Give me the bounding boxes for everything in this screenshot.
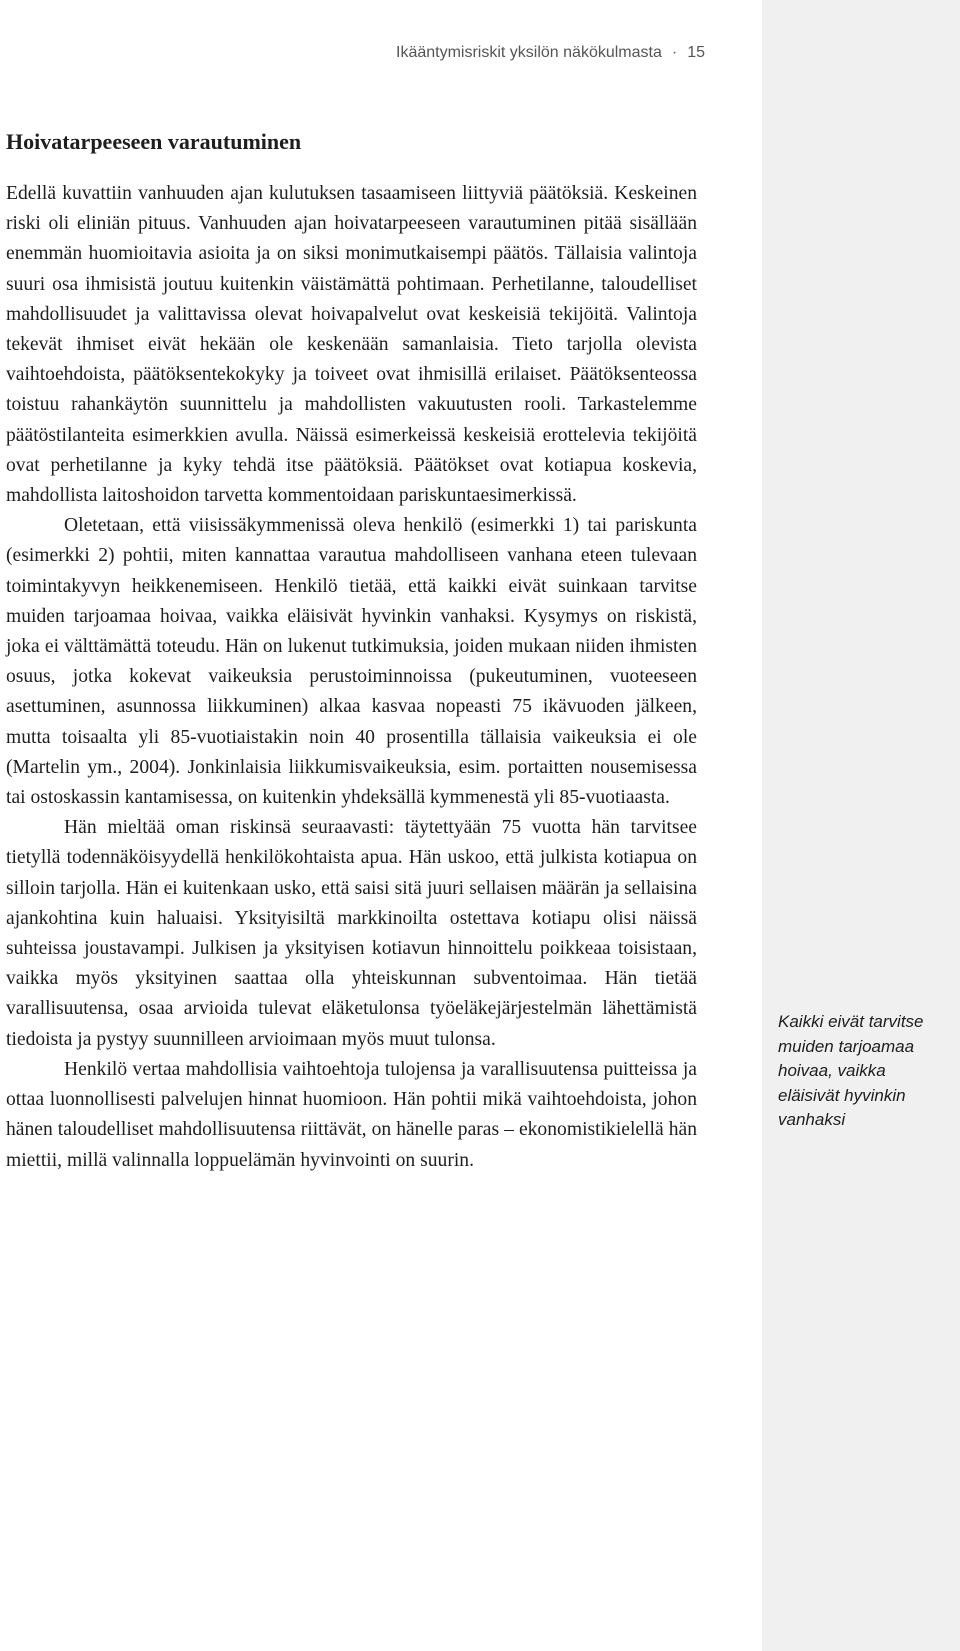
running-head-separator: · (671, 44, 678, 61)
paragraph-1: Edellä kuvattiin vanhuuden ajan kulutuksen tasaamiseen liittyviä päätöksiä. Keskeinen riski oli eliniän pituus. Vanhuuden ajan hoivatarpeeseen varautuminen pitää sisällään enemmän huomioitavia asioita ja on siksi monimutkaisempi päätös. Tällaisia valintoja suuri osa ihmisistä joutuu kuitenkin väistämättä pohtimaan. Perhetilanne, taloudelliset mahdollisuudet ja valittavissa olevat hoivapalvelut ovat keskeisiä tekijöitä. Valintoja tekevät ihmiset eivät hekään ole keskenään samanlaisia. Tieto tarjolla olevista vaihtoehdoista, päätöksentekokyky ja toiveet ovat ihmisillä erilaiset. Päätöksenteossa toistuu rahankäytön suunnittelu ja mahdollisten vakuutusten rooli. Tarkastelemme päätöstilanteita esimerkkien avulla. Näissä esimerkeissä keskeisiä erottelevia tekijöitä ovat perhetilanne ja kyky tehdä itse päätöksiä. Päätökset ovat kotiapua koskevia, mahdollista laitoshoidon tarvetta kommentoidaan pariskuntaesimerkissä. (6, 183, 697, 507)
margin-note: Kaikki eivät tarvitse muiden tarjoamaa hoivaa, vaikka eläisivät hyvinkin vanhaksi (778, 1012, 924, 1129)
paragraph-3: Hän mieltää oman riskinsä seuraavasti: täytettyään 75 vuotta hän tarvitsee tietyllä todennäköisyydellä henkilökohtaista apua. Hän uskoo, että julkista kotiapua on silloin tarjolla. Hän ei kuitenkaan usko, että saisi sitä juuri sellaisen määrän ja sellaisina ajankohtina kuin haluaisi. Yksityisiltä markkinoilta ostettava kotiapu olisi näissä suhteissa joustavampi. Julkisen ja yksityisen kotiavun hinnoittelu poikkeaa toisistaan, vaikka myös yksityinen saattaa olla yhteiskunnan subventoimaa. Hän tietää varallisuutensa, osaa arvioida tulevat eläketulonsa työeläkejärjestelmän lähettämistä tiedoista ja pystyy suunnilleen arvioimaan myös muut tulonsa. (6, 817, 697, 1050)
running-head-title: Ikääntymisriskit yksilön näkökulmasta (396, 44, 662, 61)
section-heading: Hoivatarpeeseen varautuminen (6, 129, 302, 154)
paragraph-4: Henkilö vertaa mahdollisia vaihtoehtoja tulojensa ja varallisuutensa puitteissa ja ottaa luonnollisesti palvelujen hinnat huomioon. Hän pohtii mikä vaihtoehdoista, johon hänen taloudelliset mahdollisuutensa riittävät, on hänelle paras – ekonomistikielellä hän miettii, millä valinnalla loppuelämän hyvinvointi on suurin. (6, 1058, 697, 1171)
paragraph-2: Oletetaan, että viisissäkymmenissä oleva henkilö (esimerkki 1) tai pariskunta (esimerkki 2) pohtii, miten kannattaa varautua mahdolliseen vanhana eteen tulevaan toimintakyvyn heikkenemiseen. Henkilö tietää, että kaikki eivät suinkaan tarvitse muiden tarjoamaa hoivaa, vaikka eläisivät hyvinkin vanhaksi. Kysymys on riskistä, joka ei välttämättä toteudu. Hän on lukenut tutkimuksia, joiden mukaan niiden ihmisten osuus, jotka kokevat vaikeuksia perustoiminnoissa (pukeutuminen, vuoteeseen asettuminen, asunnossa liikkuminen) alkaa kasvaa nopeasti 75 ikävuoden jälkeen, mutta toisaalta yli 85-vuotiaistakin noin 40 prosentilla tällaisia vaikeuksia ei ole (Martelin ym., 2004). Jonkinlaisia liikkumisvaikeuksia, esim. portaitten nousemisessa tai ostoskassin kantamisessa, on kuitenkin yhdeksällä kymmenestä yli 85-vuotiaasta. (6, 515, 697, 809)
page-number: 15 (687, 44, 705, 61)
margin-column-background (762, 0, 960, 1651)
body-text (6, 179, 697, 1176)
running-head (396, 44, 705, 62)
